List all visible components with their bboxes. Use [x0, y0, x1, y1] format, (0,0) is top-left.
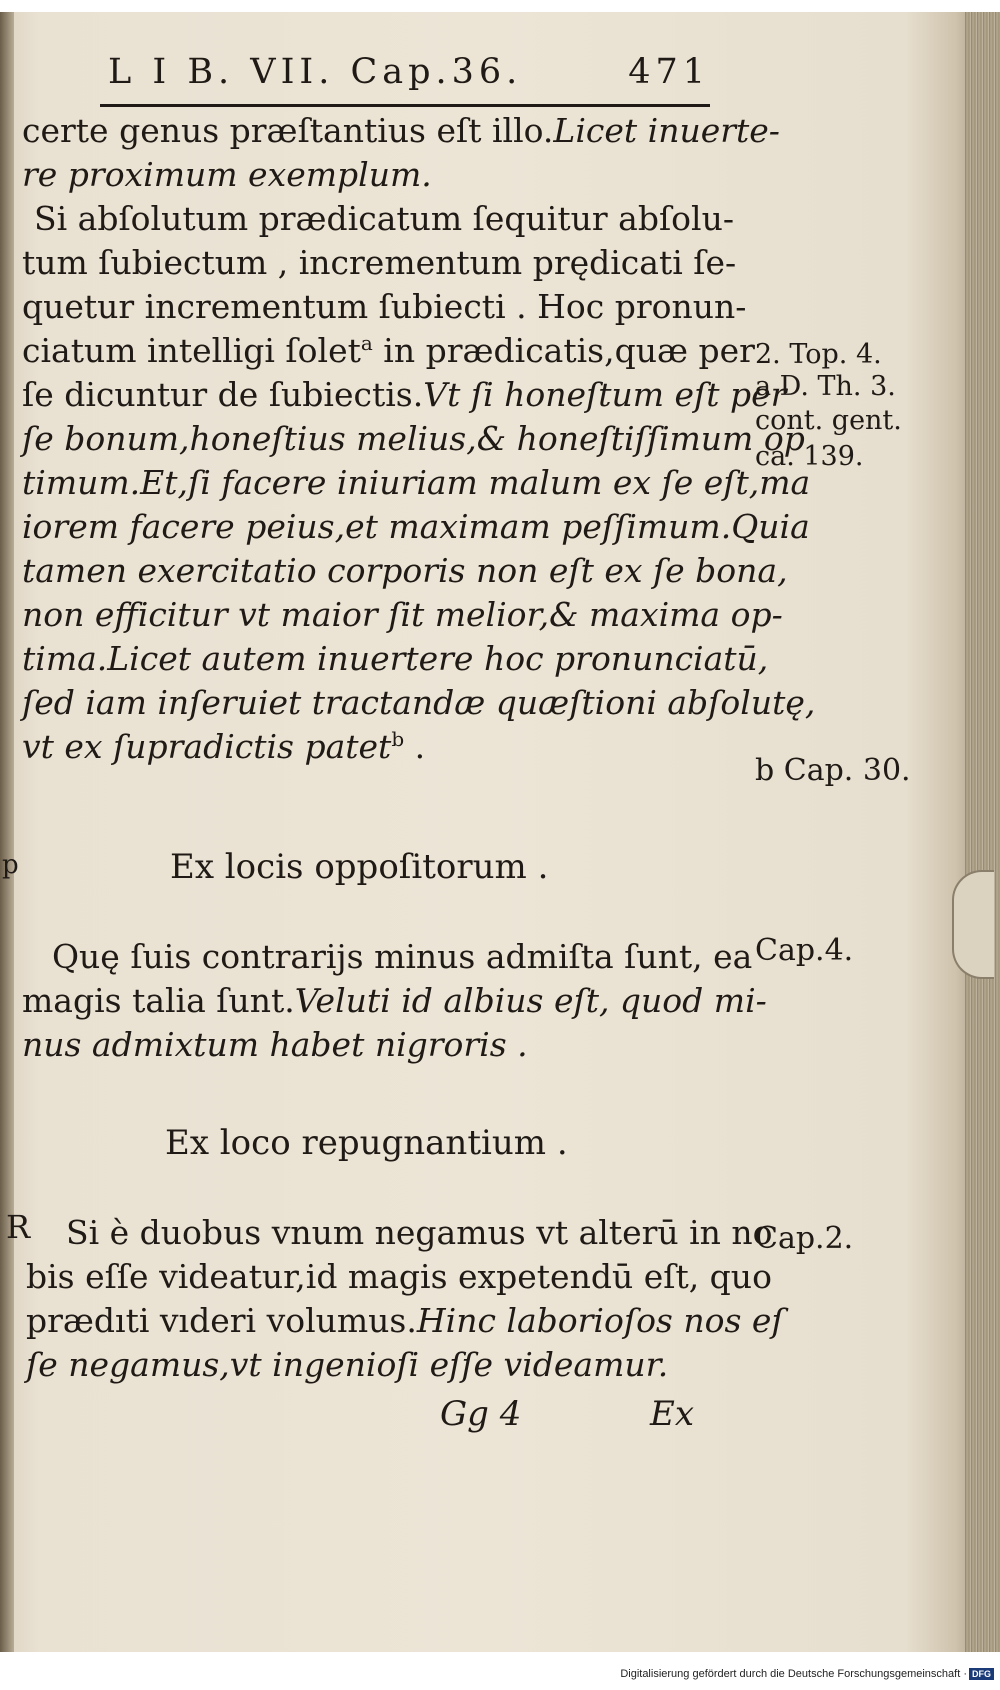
italic-span: nus admixtum habet nigroris .: [22, 1025, 528, 1064]
text-span: .: [404, 727, 426, 766]
text-line: [22, 592, 783, 638]
text-span: certe genus præſtantius eſt illo.: [22, 111, 554, 150]
italic-span: ſe bonum,honeſtius melius,& honeſtiſſimum op: [22, 419, 805, 458]
text-line: [22, 680, 816, 726]
text-line: [22, 1022, 742, 1068]
section-heading: Ex loco repugnantium .: [165, 1123, 568, 1163]
text-line: [22, 372, 787, 418]
text-line: Quę ſuis contrarijs minus admiſta ſunt, ea: [52, 937, 753, 976]
text-line: quetur incrementum ſubiecti . Hoc pronun-: [22, 287, 747, 326]
margin-note: b Cap. 30.: [755, 753, 911, 788]
italic-span: iorem facere peius,et maximam peſſimum.Quia: [22, 507, 810, 546]
text-line: [26, 1298, 784, 1344]
signature-mark: Gg 4: [440, 1394, 522, 1434]
text-line: tum ſubiectum , incrementum prędicati ſe-: [22, 243, 737, 282]
edge-mark: p: [2, 850, 19, 880]
header-rule: [100, 104, 710, 107]
running-title: L I B. VII. Cap.36.: [108, 52, 523, 92]
text-line: [22, 108, 780, 154]
text-span: prædıti vıderi volumus.: [26, 1301, 417, 1340]
text-line: bis eſſe videatur,id magis expetendū eſt, quo: [26, 1257, 772, 1296]
text-line: Si è duobus vnum negamus vt alterū in no: [66, 1213, 773, 1252]
margin-note: cont. gent.: [755, 405, 902, 436]
italic-span: ſe negamus,vt ingenioſi eſſe videamur.: [26, 1345, 669, 1384]
credit-text: Digitalisierung gefördert durch die Deutsche Forschungsgemeinschaft ·: [620, 1668, 967, 1680]
margin-note: Cap.2.: [755, 1221, 854, 1256]
italic-span: timum.Et,ſi facere iniuriam malum ex ſe eſt,ma: [22, 463, 811, 502]
text-span: ſe dicuntur de ſubiectis.: [22, 375, 424, 414]
text-line: Si abſolutum prædicatum ſequitur abſolu-: [34, 199, 734, 238]
text-line: [22, 460, 811, 506]
dfg-logo: DFG: [969, 1668, 994, 1680]
text-line: [22, 548, 788, 594]
page-edges: [965, 12, 1000, 1652]
italic-span: re proximum exemplum.: [22, 155, 432, 194]
text-line: [22, 724, 742, 770]
catchword: Ex: [650, 1394, 694, 1434]
text-line: [22, 152, 742, 198]
margin-note: ca. 139.: [755, 441, 864, 472]
page-edge-tab: [952, 870, 994, 979]
page-number: 471: [628, 52, 710, 92]
footnote-ref: a: [360, 331, 373, 355]
italic-span: Hinc laborioſos nos eſ: [416, 1301, 784, 1340]
text-span: in prædicatis,quæ per: [372, 331, 755, 370]
italic-span: Veluti id albius eſt, quod mi-: [294, 981, 767, 1020]
italic-span: ſed iam inſeruiet tractandæ quæſtioni abſolutę,: [22, 683, 816, 722]
text-span: ciatum intelligi ſolet: [22, 331, 361, 370]
text-line: [22, 636, 769, 682]
edge-mark: R: [6, 1208, 31, 1246]
margin-note: Cap.4.: [755, 933, 854, 968]
footnote-ref: b: [391, 727, 405, 751]
italic-span: vt ex ſupradictis patet: [22, 727, 392, 766]
digitization-credit: [620, 1668, 994, 1680]
margin-note: 2. Top. 4.: [755, 339, 882, 370]
running-head: [100, 52, 710, 98]
italic-span: tamen exercitatio corporis non eſt ex ſe bona,: [22, 551, 788, 590]
text-line: [22, 328, 755, 374]
text-line: [22, 416, 805, 462]
section-heading: Ex locis oppoſitorum .: [170, 847, 549, 887]
text-line: [22, 978, 767, 1024]
italic-span: tima.Licet autem inuertere hoc pronunciatū,: [22, 639, 769, 678]
margin-note: a D. Th. 3.: [755, 371, 896, 402]
italic-span: non efficitur vt maior ſit melior,& maxima op-: [22, 595, 783, 634]
italic-span: Licet inuerte-: [553, 111, 780, 150]
text-line: [26, 1342, 746, 1388]
book-gutter: [0, 12, 14, 1652]
text-line: [22, 504, 810, 550]
text-span: magis talia ſunt.: [22, 981, 295, 1020]
italic-span: Vt ſi honeſtum eſt per: [423, 375, 787, 414]
